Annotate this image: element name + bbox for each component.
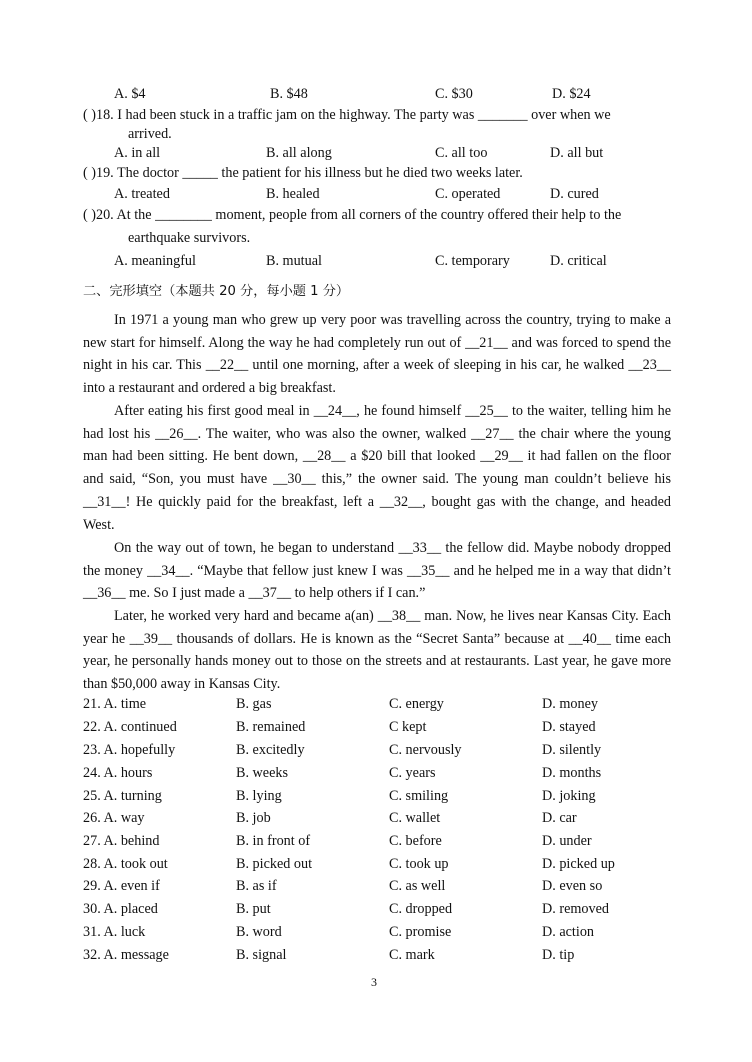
q19-option-b: B. healed xyxy=(266,186,320,202)
q20-option-b: B. mutual xyxy=(266,253,322,269)
passage-paragraph-4: Later, he worked very hard and became a(an) __38__ man. Now, he lives near Kansas City. Each year he __39__ thousands of dollars. He is known as the “Secret Santa” because at __40__ time each year, he personally hands money out to those on the streets and at restaurants. Last year, he gave more than $50,000 away in Kansas City. xyxy=(83,608,671,693)
page-number: 3 xyxy=(371,975,377,989)
passage-paragraph-2: After eating his first good meal in __24__, he found himself __25__ to the waiter, telling him he had lost his __26__. The waiter, who was also the owner, walked __27__ the chair where the young man had been sitting. He bent down, __28__ a $20 bill that looked __29__ it had fallen on the floor and said, “Son, you must have __30__ this,” the owner said. The young man couldn’t believe his __31__! He quickly paid for the breakfast, left a __32__, bought gas with the change, and headed West. xyxy=(83,403,671,533)
option-b: B. lying xyxy=(236,788,282,804)
option-a: 31. A. luck xyxy=(83,924,146,940)
option-d: D. stayed xyxy=(542,719,596,735)
cloze-options-row xyxy=(83,833,703,853)
q19-option-a: A. treated xyxy=(114,186,170,202)
option-c: C. years xyxy=(389,765,436,781)
q17-option-a: A. $4 xyxy=(114,86,146,102)
cloze-options-row xyxy=(83,696,703,716)
option-d: D. even so xyxy=(542,878,603,894)
q19-option-d: D. cured xyxy=(550,186,599,202)
option-b: B. weeks xyxy=(236,765,289,781)
option-c: C. energy xyxy=(389,696,444,712)
cloze-options-row xyxy=(83,810,703,830)
q18-option-c: C. all too xyxy=(435,145,488,161)
option-a: 23. A. hopefully xyxy=(83,742,176,758)
option-a: 32. A. message xyxy=(83,947,169,963)
cloze-options-row xyxy=(83,947,703,967)
option-c: C. wallet xyxy=(389,810,441,826)
option-b: B. signal xyxy=(236,947,287,963)
q20-option-a: A. meaningful xyxy=(114,253,196,269)
option-a: 27. A. behind xyxy=(83,833,160,849)
option-c: C. promise xyxy=(389,924,452,940)
q18-option-d: D. all but xyxy=(550,145,604,161)
option-d: D. under xyxy=(542,833,592,849)
cloze-options-row xyxy=(83,765,703,785)
q18-stem: ( )18. I had been stuck in a traffic jam on the highway. The party was _______ over when we xyxy=(83,107,611,123)
option-b: B. put xyxy=(236,901,271,917)
option-c: C. dropped xyxy=(389,901,453,917)
option-b: B. in front of xyxy=(236,833,311,849)
q20-option-d: D. critical xyxy=(550,253,607,269)
option-d: D. money xyxy=(542,696,598,712)
passage-paragraph-1: In 1971 a young man who grew up very poor was travelling across the country, trying to make a new start for himself. Along the way he had completely run out of __21__ and was forced to spend the night in his car. This __22__ until one morning, after a week of sleeping in his car, he walked __23__ into a restaurant and ordered a big breakfast. xyxy=(83,312,671,397)
q19-stem: ( )19. The doctor _____ the patient for his illness but he died two weeks later. xyxy=(83,165,523,181)
option-d: D. silently xyxy=(542,742,602,758)
option-a: 29. A. even if xyxy=(83,878,160,894)
option-a: 26. A. way xyxy=(83,810,145,826)
option-a: 25. A. turning xyxy=(83,788,162,804)
passage-paragraph-3: On the way out of town, he began to understand __33__ the fellow did. Maybe nobody dropped the money __34__. “Maybe that fellow just knew I was __35__ and he helped me in a way that didn’t __36__ me. So I just made a __37__ to help others if I can.” xyxy=(83,540,671,602)
cloze-options-row xyxy=(83,878,703,898)
option-d: D. removed xyxy=(542,901,609,917)
q20-stem-cont: earthquake survivors. xyxy=(128,230,251,246)
option-d: D. car xyxy=(542,810,577,826)
cloze-options-row xyxy=(83,856,703,876)
option-c: C kept xyxy=(389,719,427,735)
q18-option-b: B. all along xyxy=(266,145,332,161)
option-d: D. months xyxy=(542,765,602,781)
option-b: B. as if xyxy=(236,878,277,894)
option-c: C. nervously xyxy=(389,742,462,758)
q17-option-c: C. $30 xyxy=(435,86,473,102)
option-a: 30. A. placed xyxy=(83,901,158,917)
option-b: B. excitedly xyxy=(236,742,305,758)
option-b: B. remained xyxy=(236,719,306,735)
option-b: B. word xyxy=(236,924,282,940)
option-a: 24. A. hours xyxy=(83,765,153,781)
option-d: D. tip xyxy=(542,947,575,963)
cloze-options-row xyxy=(83,788,703,808)
option-c: C. before xyxy=(389,833,442,849)
q17-option-b: B. $48 xyxy=(270,86,308,102)
option-c: C. as well xyxy=(389,878,446,894)
option-c: C. mark xyxy=(389,947,435,963)
option-a: 28. A. took out xyxy=(83,856,168,872)
q18-option-a: A. in all xyxy=(114,145,161,161)
q20-option-c: C. temporary xyxy=(435,253,510,269)
option-c: C. took up xyxy=(389,856,449,872)
cloze-options-row xyxy=(83,719,703,739)
section-heading: 二、完形填空（本题共 20 分，每小题 1 分） xyxy=(83,284,350,299)
cloze-options-row xyxy=(83,924,703,944)
cloze-options-row xyxy=(83,742,703,762)
q20-stem: ( )20. At the ________ moment, people from all corners of the country offered their help to the xyxy=(83,207,622,223)
option-d: D. picked up xyxy=(542,856,615,872)
option-b: B. picked out xyxy=(236,856,313,872)
option-b: B. gas xyxy=(236,696,272,712)
option-a: 21. A. time xyxy=(83,696,147,712)
option-c: C. smiling xyxy=(389,788,449,804)
option-d: D. joking xyxy=(542,788,596,804)
option-b: B. job xyxy=(236,810,271,826)
q19-option-c: C. operated xyxy=(435,186,501,202)
cloze-options-row xyxy=(83,901,703,921)
q18-stem-cont: arrived. xyxy=(128,126,172,142)
option-a: 22. A. continued xyxy=(83,719,177,735)
q17-option-d: D. $24 xyxy=(552,86,591,102)
option-d: D. action xyxy=(542,924,595,940)
